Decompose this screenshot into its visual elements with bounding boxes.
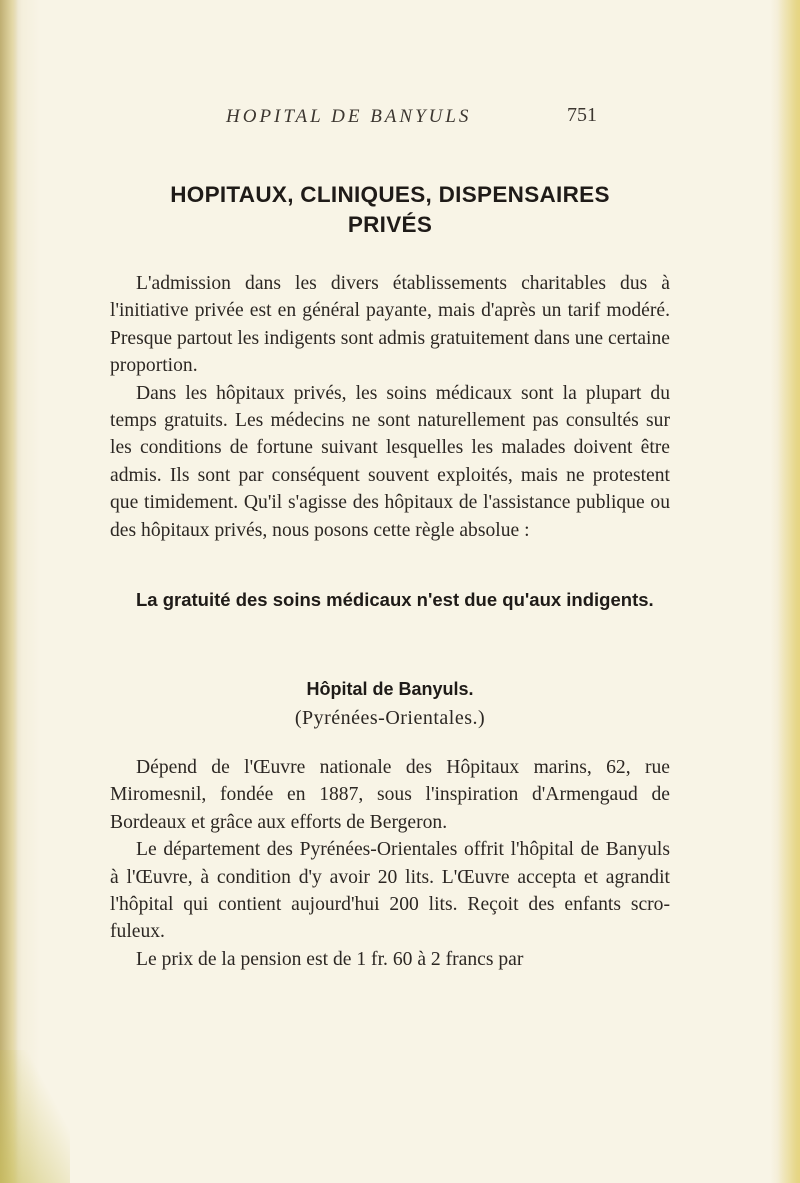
- hospital-text: [110, 754, 670, 973]
- paragraph-depend: Dépend de l'Œuvre nationale des Hôpitaux marins, 62, rue Miromesnil, fondée en 1887, sous l'inspiration d'Armengaud de Bordeaux et grâce aux efforts de Bergeron.: [110, 757, 670, 833]
- paragraph-admission: L'admission dans les divers établissements charitables dus à l'initiative privée est en général payante, mais d'après un tarif modéré. Presque partout les indigents sont admis gratuitement dans une certaine proportion.: [110, 273, 670, 377]
- page-number: 751: [567, 104, 597, 126]
- hospital-name: Hôpital de Banyuls.: [306, 679, 474, 699]
- paragraph-soins: Dans les hôpitaux privés, les soins médicaux sont la plupart du temps gratuits. Les médecins ne sont naturellement pas consultés sur les conditions de fortune suivant lesquelles les malades doivent être admis. Ils sont par conséquent souvent exploités, mais ne protestent que timidement. Qu'il s'agisse des hôpitaux de l'assistance publique ou des hôpitaux privés, nous posons cette règle absolue :: [110, 382, 670, 541]
- paragraph-departement: Le département des Pyrénées-Orientales offrit l'hôpital de Banyuls à l'Œuvre, à condition d'y avoir 20 lits. L'Œuvre accepta et agrandit l'hôpital qui contient aujourd'hui 200 lits. Reçoit des enfants scrofuleux.: [110, 839, 670, 943]
- section-title-line-2: PRIVÉS: [347, 212, 433, 237]
- hospital-location: (Pyrénées-Orientales.): [294, 707, 486, 729]
- section-title: [100, 180, 680, 240]
- page-left-shadow: [0, 0, 18, 1183]
- intro-text: [110, 270, 670, 544]
- section-title-line-1: HOPITAUX, CLINIQUES, DISPENSAIRES: [170, 182, 610, 207]
- running-head: HOPITAL DE BANYULS: [226, 106, 472, 127]
- page-stain: [0, 1050, 70, 1183]
- page-right-yellowing: [778, 0, 800, 1183]
- rule-statement: La gratuité des soins médicaux n'est due qu'aux indigents.: [136, 589, 654, 610]
- paragraph-prix: Le prix de la pension est de 1 fr. 60 à 2 francs par: [136, 948, 524, 970]
